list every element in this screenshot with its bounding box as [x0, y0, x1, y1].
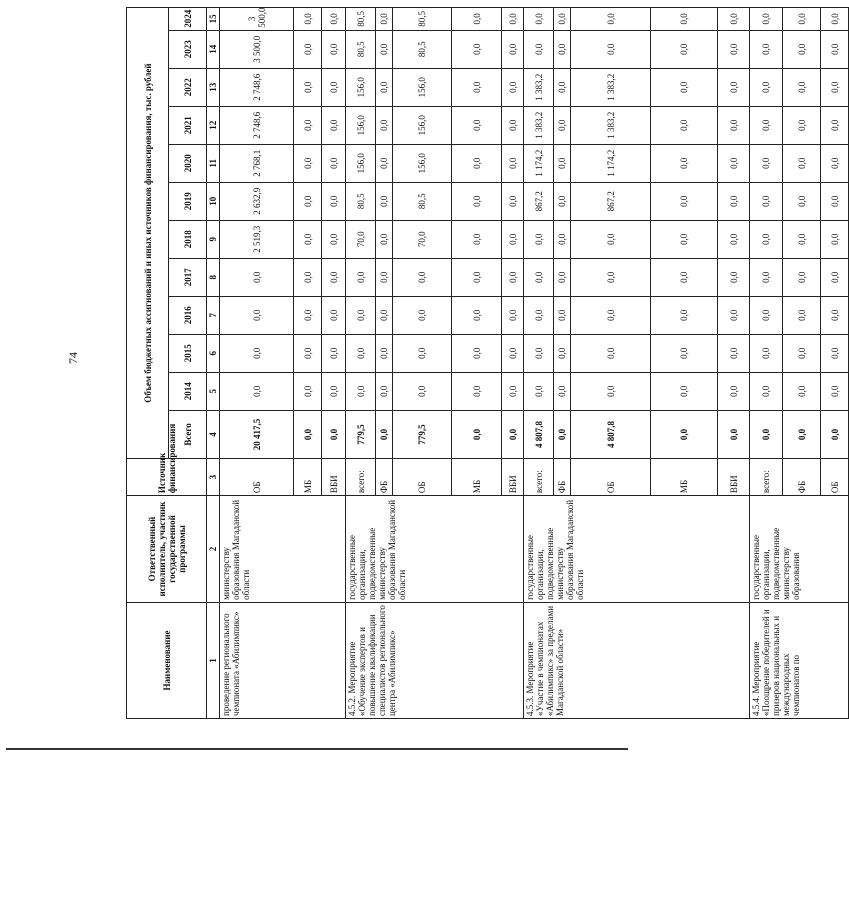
year-value: 0,0	[346, 258, 376, 296]
total-value: 0,0	[322, 410, 346, 458]
year-value: 0,0	[524, 220, 554, 258]
year-value: 0,0	[821, 8, 849, 31]
program-name: 4.5.3. Мероприятие «Участие в чемпионатах «Абилимпикс» за пределами Магаданской области»	[524, 602, 750, 718]
budget-table	[126, 7, 849, 719]
year-value: 0,0	[502, 8, 524, 31]
year-value: 0,0	[821, 182, 849, 220]
year-value: 0,0	[651, 106, 718, 144]
financing-source: ОБ	[571, 459, 651, 496]
year-value: 0,0	[718, 182, 750, 220]
year-value: 0,0	[393, 372, 452, 410]
financing-source: всего:	[524, 459, 554, 496]
year-value: 0,0	[554, 68, 571, 106]
year-value: 0,0	[750, 258, 783, 296]
year-value: 0,0	[821, 334, 849, 372]
year-value: 0,0	[322, 182, 346, 220]
table-row	[220, 8, 294, 719]
header-year: 2020	[169, 144, 207, 182]
total-value: 0,0	[452, 410, 502, 458]
year-value: 0,0	[376, 144, 393, 182]
page-number: 74	[66, 352, 80, 364]
year-value: 0,0	[452, 8, 502, 31]
total-value: 0,0	[376, 410, 393, 458]
year-value: 0,0	[524, 372, 554, 410]
year-value: 0,0	[750, 296, 783, 334]
year-value: 0,0	[220, 372, 294, 410]
year-value: 0,0	[294, 334, 322, 372]
header-source: Источник финансирования	[127, 459, 207, 496]
year-value: 0,0	[294, 106, 322, 144]
year-value: 0,0	[393, 296, 452, 334]
year-value: 0,0	[783, 334, 821, 372]
year-value: 0,0	[294, 68, 322, 106]
year-value: 0,0	[524, 296, 554, 334]
year-value: 156,0	[393, 68, 452, 106]
financing-source: всего:	[346, 459, 376, 496]
year-value: 0,0	[322, 8, 346, 31]
year-value: 0,0	[322, 144, 346, 182]
year-value: 0,0	[294, 8, 322, 31]
financing-source: ВБИ	[502, 459, 524, 496]
year-value: 0,0	[346, 372, 376, 410]
year-value: 0,0	[651, 8, 718, 31]
year-value: 0,0	[651, 372, 718, 410]
column-number: 14	[207, 30, 220, 68]
year-value: 0,0	[502, 296, 524, 334]
header-year: 2017	[169, 258, 207, 296]
year-value: 80,5	[393, 8, 452, 31]
header-year: 2018	[169, 220, 207, 258]
year-value: 0,0	[524, 30, 554, 68]
year-value: 80,5	[393, 182, 452, 220]
year-value: 0,0	[502, 220, 524, 258]
column-number: 13	[207, 68, 220, 106]
financing-source: МБ	[651, 459, 718, 496]
year-value: 0,0	[524, 8, 554, 31]
year-value: 0,0	[750, 30, 783, 68]
year-value: 0,0	[821, 372, 849, 410]
year-value: 0,0	[220, 334, 294, 372]
responsible-executor: государственные организации, подведомственные министерству образования Магаданской области	[524, 496, 750, 603]
year-value: 80,5	[346, 30, 376, 68]
year-value: 0,0	[651, 296, 718, 334]
year-value: 0,0	[452, 68, 502, 106]
year-value: 0,0	[718, 296, 750, 334]
year-value: 0,0	[502, 372, 524, 410]
year-value: 0,0	[571, 258, 651, 296]
year-value: 0,0	[376, 258, 393, 296]
year-value: 0,0	[393, 334, 452, 372]
year-value: 867,2	[571, 182, 651, 220]
year-value: 0,0	[783, 68, 821, 106]
year-value: 0,0	[294, 30, 322, 68]
year-value: 0,0	[502, 334, 524, 372]
total-value: 20 417,5	[220, 410, 294, 458]
year-value: 156,0	[393, 144, 452, 182]
year-value: 1 174,2	[571, 144, 651, 182]
year-value: 0,0	[220, 258, 294, 296]
year-value: 0,0	[554, 182, 571, 220]
year-value: 1 383,2	[571, 106, 651, 144]
year-value: 2 768,1	[220, 144, 294, 182]
year-value: 0,0	[452, 182, 502, 220]
total-value: 779,5	[346, 410, 376, 458]
year-value: 156,0	[346, 68, 376, 106]
header-budget-title: Объем бюджетных ассигнований и иных источников финансирования, тыс. рублей	[127, 8, 169, 459]
year-value: 1 383,2	[524, 68, 554, 106]
header-responsible: Ответственный исполнитель, участник государственной программы	[127, 496, 207, 603]
year-value: 0,0	[452, 372, 502, 410]
year-value: 0,0	[718, 106, 750, 144]
rotated-table-sheet	[126, 7, 840, 719]
year-value: 0,0	[571, 8, 651, 31]
column-number: 5	[207, 372, 220, 410]
year-value: 2 748,6	[220, 106, 294, 144]
year-value: 156,0	[346, 106, 376, 144]
year-value: 0,0	[718, 30, 750, 68]
column-number: 12	[207, 106, 220, 144]
column-number: 10	[207, 182, 220, 220]
total-value: 0,0	[718, 410, 750, 458]
year-value: 0,0	[783, 258, 821, 296]
responsible-executor: государственные организации, подведомственные министерству образования	[750, 496, 849, 603]
year-value: 0,0	[821, 30, 849, 68]
year-value: 2 748,6	[220, 68, 294, 106]
year-value: 0,0	[524, 334, 554, 372]
year-value: 0,0	[821, 296, 849, 334]
responsible-executor: государственные организации, подведомственные министерству образования Магаданской области	[346, 496, 524, 603]
header-year: 2023	[169, 30, 207, 68]
column-number: 8	[207, 258, 220, 296]
year-value: 0,0	[452, 106, 502, 144]
header-year: 2014	[169, 372, 207, 410]
column-number: 7	[207, 296, 220, 334]
year-value: 2 632,9	[220, 182, 294, 220]
header-year: 2024	[169, 8, 207, 31]
year-value: 0,0	[452, 30, 502, 68]
column-number: 2	[207, 496, 220, 603]
year-value: 0,0	[651, 220, 718, 258]
program-name: 4.5.4. Мероприятие «Поощрение победителей и призеров национальных и международных чемпионатов по	[750, 602, 849, 718]
year-value: 0,0	[554, 144, 571, 182]
year-value: 0,0	[783, 144, 821, 182]
year-value: 0,0	[294, 220, 322, 258]
column-number: 9	[207, 220, 220, 258]
year-value: 0,0	[452, 220, 502, 258]
year-value: 0,0	[750, 372, 783, 410]
year-value: 0,0	[322, 220, 346, 258]
year-value: 0,0	[294, 372, 322, 410]
column-number: 3	[207, 459, 220, 496]
year-value: 0,0	[783, 372, 821, 410]
total-value: 0,0	[502, 410, 524, 458]
year-value: 0,0	[376, 220, 393, 258]
column-number: 6	[207, 334, 220, 372]
year-value: 0,0	[524, 258, 554, 296]
column-number: 11	[207, 144, 220, 182]
financing-source: ОБ	[393, 459, 452, 496]
year-value: 156,0	[393, 106, 452, 144]
total-value: 0,0	[783, 410, 821, 458]
header-year: 2016	[169, 296, 207, 334]
header-year: 2022	[169, 68, 207, 106]
year-value: 0,0	[718, 372, 750, 410]
year-value: 0,0	[502, 182, 524, 220]
program-name: 4.5.2. Мероприятие «Обучение экспертов и повышение квалификации специалистов регионального центра «Абилимпикс»	[346, 602, 524, 718]
year-value: 0,0	[651, 334, 718, 372]
column-number: 15	[207, 8, 220, 31]
year-value: 0,0	[783, 106, 821, 144]
financing-source: ОБ	[821, 459, 849, 496]
year-value: 0,0	[651, 258, 718, 296]
year-value: 0,0	[294, 144, 322, 182]
column-number: 1	[207, 602, 220, 718]
year-value: 0,0	[783, 30, 821, 68]
total-value: 779,5	[393, 410, 452, 458]
year-value: 0,0	[783, 296, 821, 334]
year-value: 0,0	[376, 8, 393, 31]
year-value: 70,0	[393, 220, 452, 258]
year-value: 0,0	[554, 106, 571, 144]
year-value: 0,0	[571, 334, 651, 372]
year-value: 3 500,0	[220, 8, 294, 31]
year-value: 0,0	[376, 68, 393, 106]
header-year: 2019	[169, 182, 207, 220]
year-value: 0,0	[376, 334, 393, 372]
year-value: 0,0	[783, 220, 821, 258]
year-value: 0,0	[502, 68, 524, 106]
year-value: 2 519,3	[220, 220, 294, 258]
year-value: 0,0	[452, 258, 502, 296]
financing-source: ФБ	[554, 459, 571, 496]
year-value: 1 383,2	[571, 68, 651, 106]
year-value: 0,0	[294, 258, 322, 296]
year-value: 0,0	[750, 8, 783, 31]
year-value: 0,0	[651, 144, 718, 182]
year-value: 0,0	[502, 144, 524, 182]
year-value: 0,0	[322, 372, 346, 410]
year-value: 0,0	[554, 296, 571, 334]
year-value: 0,0	[554, 334, 571, 372]
financing-source: ФБ	[783, 459, 821, 496]
year-value: 0,0	[554, 30, 571, 68]
year-value: 0,0	[502, 258, 524, 296]
year-value: 0,0	[750, 334, 783, 372]
year-value: 0,0	[322, 30, 346, 68]
year-value: 0,0	[322, 106, 346, 144]
year-value: 0,0	[718, 8, 750, 31]
responsible-executor: министерству образования Магаданской области	[220, 496, 346, 603]
year-value: 0,0	[718, 220, 750, 258]
financing-source: ВБИ	[718, 459, 750, 496]
year-value: 0,0	[718, 68, 750, 106]
year-value: 0,0	[452, 296, 502, 334]
program-name: проведение регионального чемпионата «Абилимпикс»	[220, 602, 346, 718]
year-value: 0,0	[502, 106, 524, 144]
table-row	[524, 8, 554, 719]
year-value: 0,0	[571, 372, 651, 410]
year-value: 1 383,2	[524, 106, 554, 144]
year-value: 0,0	[554, 8, 571, 31]
financing-source: ВБИ	[322, 459, 346, 496]
year-value: 0,0	[346, 296, 376, 334]
year-value: 0,0	[750, 144, 783, 182]
year-value: 0,0	[554, 258, 571, 296]
year-value: 80,5	[346, 8, 376, 31]
year-value: 70,0	[346, 220, 376, 258]
year-value: 0,0	[554, 220, 571, 258]
year-value: 0,0	[750, 220, 783, 258]
year-value: 0,0	[554, 372, 571, 410]
year-value: 0,0	[571, 296, 651, 334]
year-value: 0,0	[651, 182, 718, 220]
total-value: 0,0	[651, 410, 718, 458]
year-value: 0,0	[821, 68, 849, 106]
year-value: 0,0	[821, 220, 849, 258]
year-value: 0,0	[651, 68, 718, 106]
year-value: 0,0	[452, 334, 502, 372]
year-value: 0,0	[376, 106, 393, 144]
year-value: 0,0	[376, 182, 393, 220]
year-value: 0,0	[571, 30, 651, 68]
financing-source: ФБ	[376, 459, 393, 496]
header-name: Наименование	[127, 602, 207, 718]
year-value: 0,0	[750, 68, 783, 106]
year-value: 0,0	[376, 372, 393, 410]
year-value: 3 500,0	[220, 30, 294, 68]
year-value: 0,0	[821, 106, 849, 144]
year-value: 0,0	[750, 182, 783, 220]
financing-source: МБ	[294, 459, 322, 496]
table-row	[750, 8, 783, 719]
year-value: 0,0	[718, 334, 750, 372]
financing-source: ОБ	[220, 459, 294, 496]
page-separator-line	[6, 748, 628, 750]
total-value: 0,0	[554, 410, 571, 458]
year-value: 0,0	[821, 258, 849, 296]
year-value: 0,0	[294, 296, 322, 334]
year-value: 0,0	[502, 30, 524, 68]
year-value: 0,0	[750, 106, 783, 144]
header-total: Всего	[169, 410, 207, 458]
year-value: 0,0	[393, 258, 452, 296]
year-value: 0,0	[346, 334, 376, 372]
year-value: 80,5	[393, 30, 452, 68]
year-value: 0,0	[322, 258, 346, 296]
year-value: 0,0	[294, 182, 322, 220]
year-value: 0,0	[376, 296, 393, 334]
year-value: 0,0	[322, 68, 346, 106]
year-value: 1 174,2	[524, 144, 554, 182]
year-value: 0,0	[783, 8, 821, 31]
year-value: 80,5	[346, 182, 376, 220]
year-value: 0,0	[571, 220, 651, 258]
header-year: 2021	[169, 106, 207, 144]
financing-source: всего:	[750, 459, 783, 496]
year-value: 0,0	[322, 296, 346, 334]
year-value: 0,0	[322, 334, 346, 372]
financing-source: МБ	[452, 459, 502, 496]
total-value: 4 807,8	[571, 410, 651, 458]
total-value: 0,0	[294, 410, 322, 458]
year-value: 867,2	[524, 182, 554, 220]
header-year: 2015	[169, 334, 207, 372]
year-value: 0,0	[376, 30, 393, 68]
year-value: 0,0	[821, 144, 849, 182]
year-value: 0,0	[651, 30, 718, 68]
total-value: 0,0	[821, 410, 849, 458]
year-value: 0,0	[718, 144, 750, 182]
total-value: 0,0	[750, 410, 783, 458]
table-row	[346, 8, 376, 719]
column-number: 4	[207, 410, 220, 458]
year-value: 0,0	[718, 258, 750, 296]
year-value: 0,0	[220, 296, 294, 334]
year-value: 0,0	[783, 182, 821, 220]
total-value: 4 807,8	[524, 410, 554, 458]
year-value: 0,0	[452, 144, 502, 182]
year-value: 156,0	[346, 144, 376, 182]
